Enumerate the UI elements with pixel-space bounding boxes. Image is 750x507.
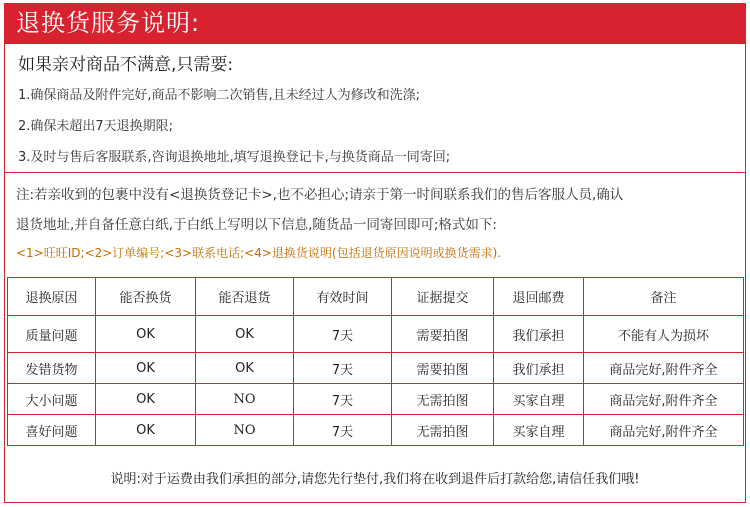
cell-valid-period: 7天 <box>294 316 392 353</box>
header-evidence: 证据提交 <box>392 278 494 316</box>
cell-remark: 商品完好,附件齐全 <box>584 415 744 446</box>
note-line-2: 退货地址,并自备任意白纸,于白纸上写明以下信息,随货品一同寄回即可;格式如下: <box>16 217 497 233</box>
cell-evidence: 需要拍图 <box>392 316 494 353</box>
cell-postage: 买家自理 <box>494 384 584 415</box>
return-policy-table <box>7 277 744 446</box>
table-row <box>8 384 744 415</box>
header-exchange: 能否换货 <box>96 278 196 316</box>
intro-section <box>18 50 738 173</box>
intro-step-1: 1.确保商品及附件完好,商品不影响二次销售,且未经过人为修改和洗涤; <box>18 88 421 103</box>
cell-evidence: 无需拍图 <box>392 384 494 415</box>
intro-step-3: 3.及时与售后客服联系,咨询退换地址,填写退换登记卡,与换货商品一同寄回; <box>18 150 451 165</box>
cell-postage: 我们承担 <box>494 353 584 384</box>
cell-valid-period: 7天 <box>294 415 392 446</box>
cell-exchange: OK <box>96 353 196 384</box>
table-row <box>8 316 744 353</box>
table-row <box>8 353 744 384</box>
page-title: 退换货服务说明: <box>4 3 746 44</box>
cell-reason: 发错货物 <box>8 353 96 384</box>
note-format: <1>旺旺ID;<2>订单编号;<3>联系电话;<4>退换货说明(包括退货原因说明或换货需求). <box>16 246 502 260</box>
cell-postage: 我们承担 <box>494 316 584 353</box>
cell-valid-period: 7天 <box>294 353 392 384</box>
cell-postage: 买家自理 <box>494 415 584 446</box>
cell-remark: 商品完好,附件齐全 <box>584 384 744 415</box>
cell-return: NO <box>196 384 294 415</box>
intro-title: 如果亲对商品不满意,只需要: <box>18 55 234 75</box>
table-row <box>8 415 744 446</box>
table-header-row <box>8 278 744 316</box>
header-return: 能否退货 <box>196 278 294 316</box>
cell-return: OK <box>196 353 294 384</box>
header-remark: 备注 <box>584 278 744 316</box>
cell-evidence: 无需拍图 <box>392 415 494 446</box>
footer-note: 说明:对于运费由我们承担的部分,请您先行垫付,我们将在收到退件后打款给您,请信任我们哦! <box>110 472 640 487</box>
cell-remark: 不能有人为损坏 <box>584 316 744 353</box>
header-reason: 退换原因 <box>8 278 96 316</box>
cell-exchange: OK <box>96 316 196 353</box>
cell-exchange: OK <box>96 384 196 415</box>
intro-step-2: 2.确保未超出7天退换期限; <box>18 119 174 134</box>
note-section <box>16 180 740 266</box>
header-postage: 退回邮费 <box>494 278 584 316</box>
note-line-1: 注:若亲收到的包裹中没有<退换货登记卡>,也不必担心;请亲于第一时间联系我们的售后客服人员,确认 <box>16 187 624 203</box>
cell-exchange: OK <box>96 415 196 446</box>
cell-return: NO <box>196 415 294 446</box>
cell-evidence: 需要拍图 <box>392 353 494 384</box>
section-divider-top <box>4 172 746 173</box>
cell-remark: 商品完好,附件齐全 <box>584 353 744 384</box>
cell-reason: 质量问题 <box>8 316 96 353</box>
cell-valid-period: 7天 <box>294 384 392 415</box>
cell-return: OK <box>196 316 294 353</box>
cell-reason: 喜好问题 <box>8 415 96 446</box>
header-valid-period: 有效时间 <box>294 278 392 316</box>
cell-reason: 大小问题 <box>8 384 96 415</box>
